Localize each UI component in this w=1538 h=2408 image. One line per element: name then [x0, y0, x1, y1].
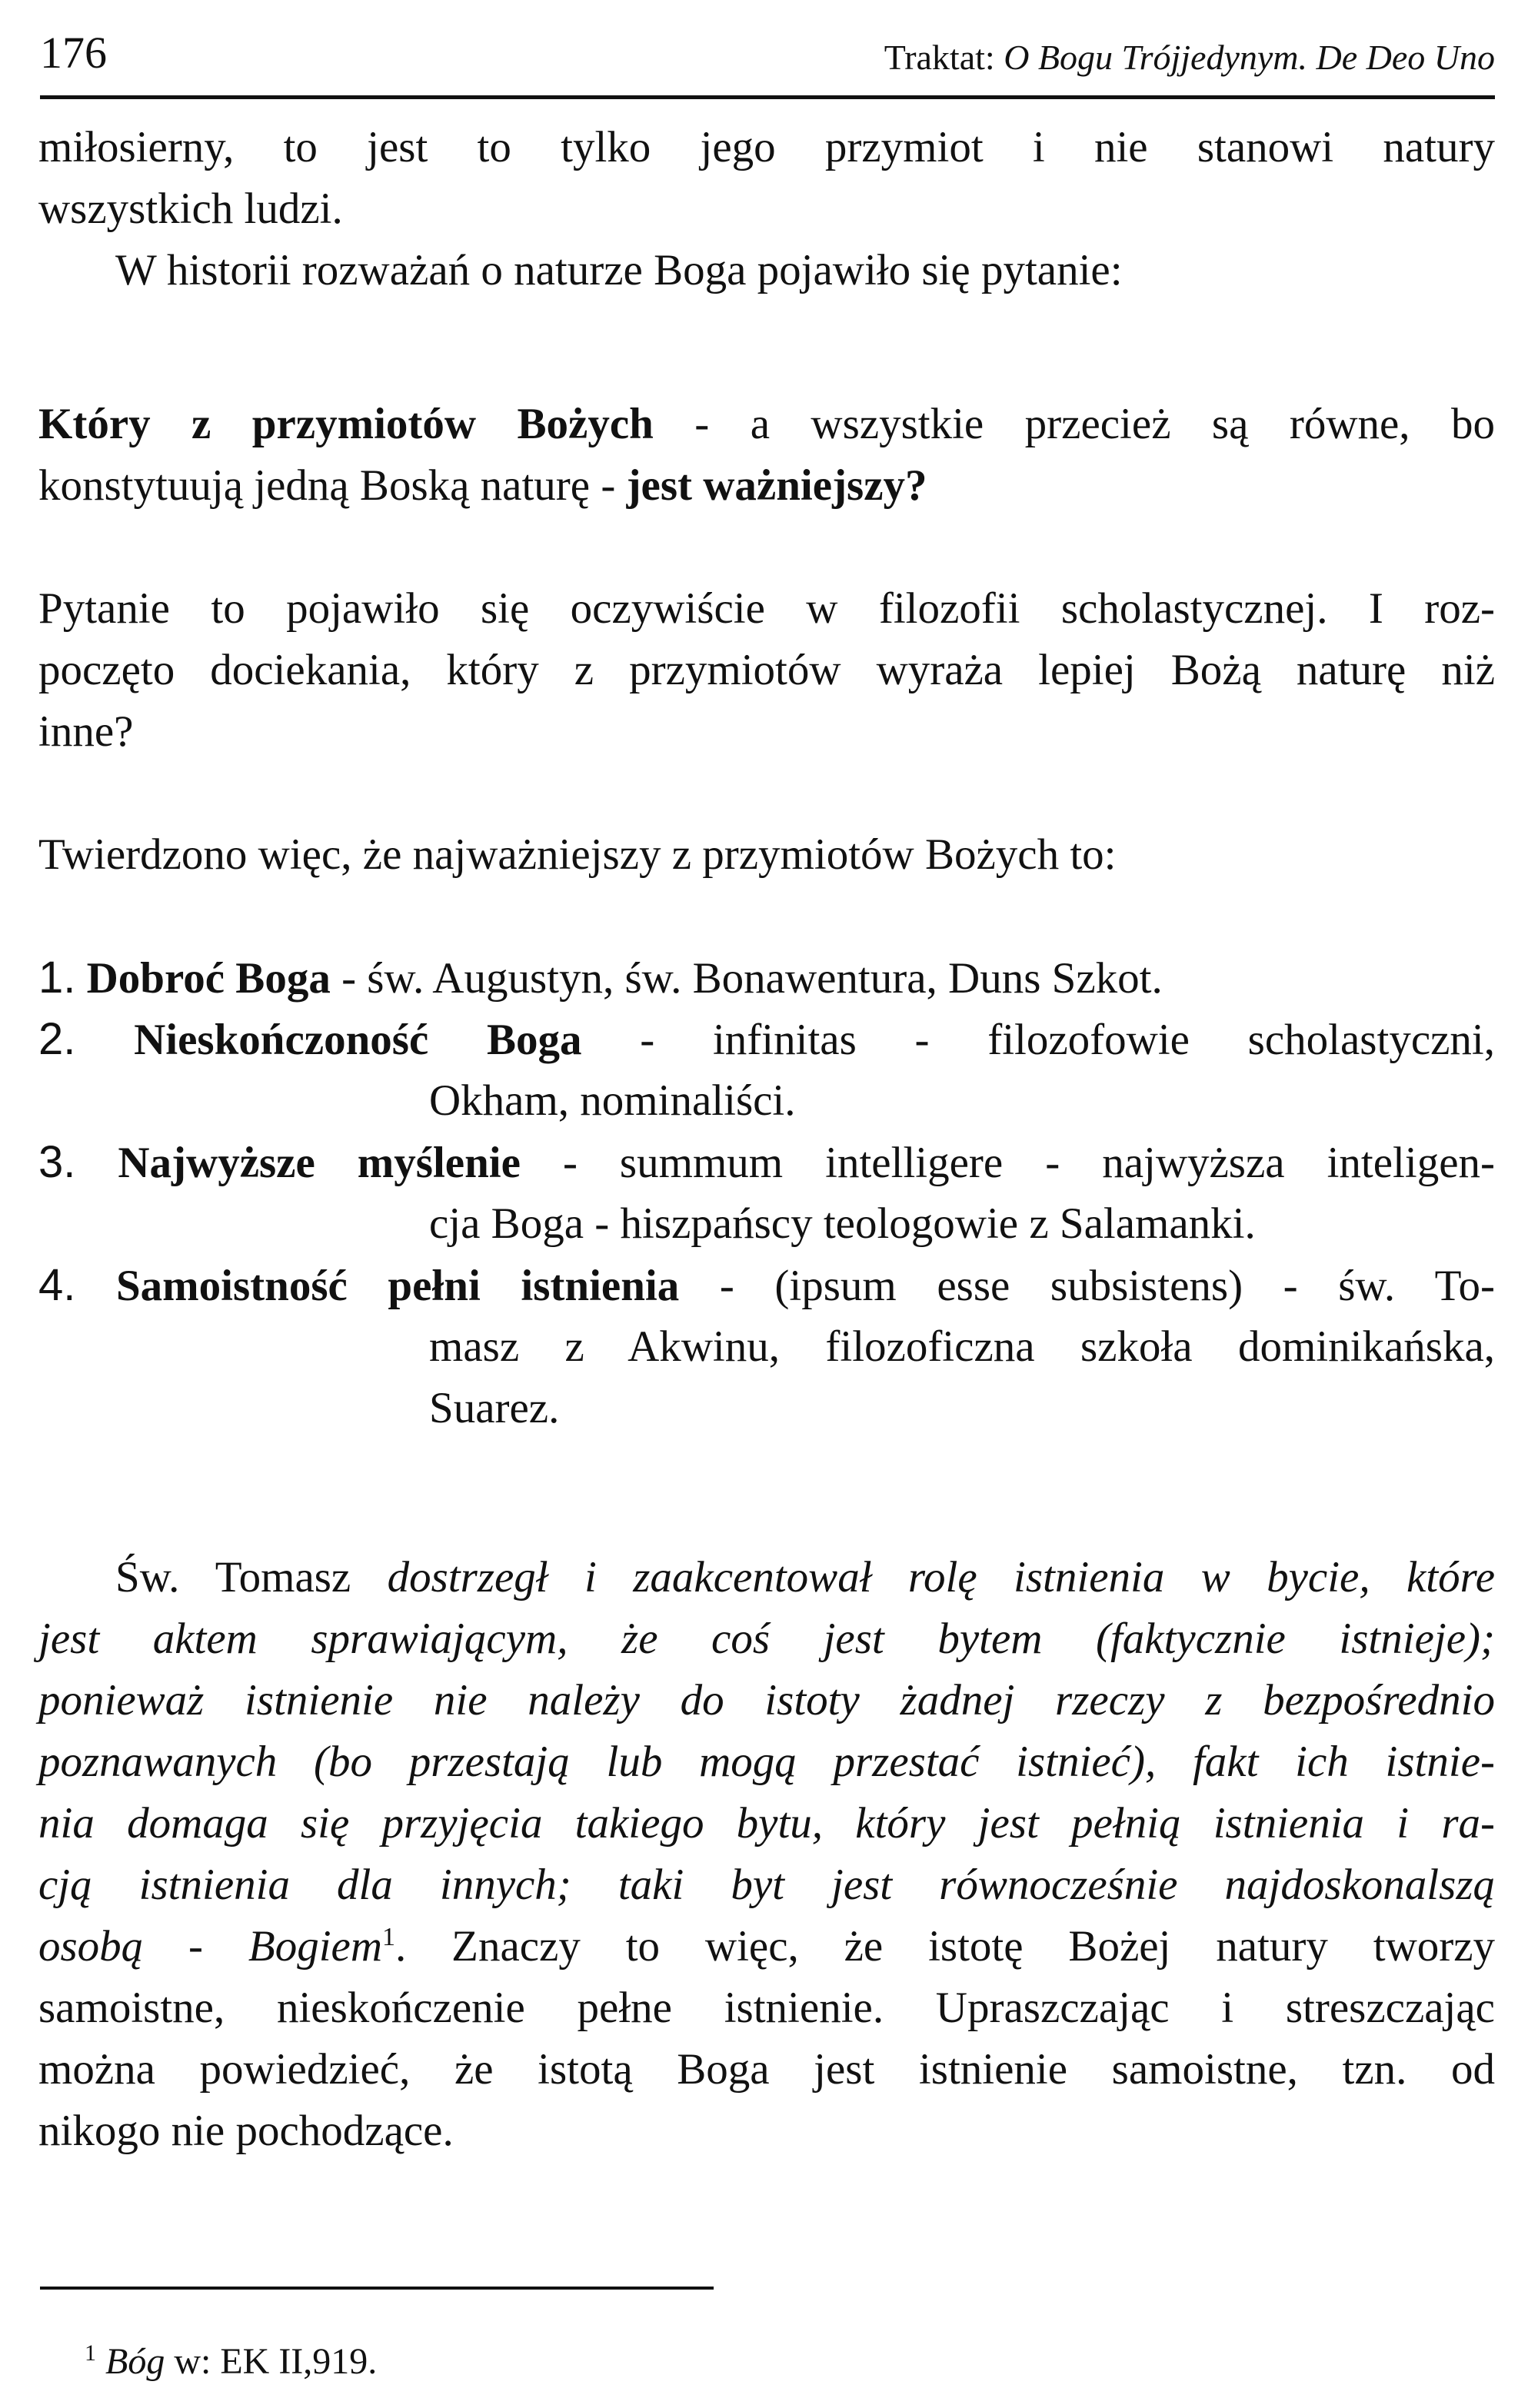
- footnote-italic: Bóg: [105, 2341, 165, 2382]
- text-line: nia domaga się przyjęcia takiego bytu, który jest pełnią istnienia i ra-: [38, 1799, 1495, 1848]
- text-line: [38, 1547, 1495, 1608]
- text-line: Pytanie to pojawiło się oczywiście w filozofii scholastycznej. I roz-: [38, 584, 1495, 633]
- footnote-reference: 1: [382, 1923, 396, 1951]
- text-run: . Znaczy to więc, że istotę Bożej natury tworzy: [395, 1922, 1496, 1971]
- list-text: - summum intelligere - najwyższa inteligen-: [520, 1139, 1496, 1187]
- text-line: cją istnienia dla innych; taki byt jest równocześnie najdoskonalszą: [38, 1861, 1495, 1909]
- list-number: 1.: [38, 953, 76, 1003]
- paragraph-scholastic: [38, 578, 1495, 763]
- paragraph-list-intro: [38, 824, 1495, 886]
- text-run: - a wszystkie przecież są równe, bo: [653, 400, 1495, 448]
- text-line: poznawanych (bo przestają lub mogą przestać istnieć), fakt ich istnie-: [38, 1738, 1495, 1786]
- list-number: 3.: [38, 1137, 76, 1187]
- running-head: [40, 26, 1495, 80]
- list-text: - św. Augustyn, św. Bonawentura, Duns Szkot.: [330, 954, 1163, 1003]
- list-item: [38, 947, 1495, 1009]
- footnote-rule: [40, 2287, 714, 2290]
- text-line: [38, 394, 1495, 455]
- text-line: nikogo nie pochodzące.: [38, 2107, 454, 2155]
- text-line: W historii rozważań o naturze Boga pojawiło się pytanie:: [115, 246, 1123, 294]
- list-text: - infinitas - filozofowie scholastyczni,: [581, 1016, 1496, 1064]
- bold-phrase: jest ważniejszy?: [626, 461, 927, 510]
- bold-phrase: Który z przymiotów Bożych: [38, 400, 654, 448]
- list-number: 2.: [38, 1014, 76, 1064]
- text-line: inne?: [38, 707, 134, 756]
- italic-run: dostrzegł i zaakcentował rolę istnienia w bycie, które: [387, 1553, 1495, 1601]
- text-line: samoistne, nieskończenie pełne istnienie. Upraszczając i streszczając: [38, 1984, 1495, 2032]
- text-line: [38, 455, 1495, 517]
- text-line: miłosierny, to jest to tylko jego przymiot i nie stanowi natury: [38, 123, 1495, 171]
- list-item: [38, 1009, 1495, 1070]
- header-rule: [40, 95, 1495, 99]
- list-term: Dobroć Boga: [86, 954, 331, 1003]
- running-title-italic: O Bogu Trójjedynym. De Deo Uno: [1004, 38, 1495, 77]
- list-term: Najwyższe myślenie: [118, 1139, 521, 1187]
- text-line: jest aktem sprawiającym, że coś jest bytem (faktycznie istnieje);: [38, 1615, 1495, 1663]
- list-item: [38, 1255, 1495, 1316]
- text-line: wszystkich ludzi.: [38, 185, 343, 233]
- text-line: poczęto dociekania, który z przymiotów wyraża lepiej Bożą naturę niż: [38, 646, 1495, 694]
- footnote-text: w: EK II,919.: [165, 2341, 378, 2382]
- list-text: - (ipsum esse subsistens) - św. To-: [679, 1262, 1495, 1310]
- text-line: ponieważ istnienie nie należy do istoty żadnej rzeczy z bezpośrednio: [38, 1676, 1495, 1725]
- paragraph-intro: [38, 117, 1495, 301]
- list-continuation: Okham, nominaliści.: [429, 1076, 796, 1125]
- list-item: [38, 1132, 1495, 1193]
- text-line: można powiedzieć, że istotą Boga jest istnienie samoistne, tzn. od: [38, 2045, 1495, 2094]
- list-number: 4.: [38, 1260, 76, 1310]
- paragraph-question: [38, 394, 1495, 517]
- list-term: Samoistność pełni istnienia: [115, 1262, 680, 1310]
- text-run: Św. Tomasz: [115, 1553, 388, 1601]
- running-title: [884, 31, 1495, 85]
- footnote-marker: 1: [85, 2340, 96, 2366]
- text-line: [38, 1916, 1495, 1977]
- attributes-list: [38, 947, 1495, 1439]
- list-continuation: cja Boga - hiszpańscy teologowie z Salamanki.: [429, 1199, 1256, 1248]
- text-line: Twierdzono więc, że najważniejszy z przymiotów Bożych to:: [38, 830, 1117, 879]
- text-run: konstytuują jedną Boską naturę -: [38, 461, 627, 510]
- list-continuation: Suarez.: [429, 1384, 560, 1432]
- running-title-prefix: Traktat:: [884, 38, 1004, 77]
- footnote: [85, 2337, 377, 2386]
- italic-run: osobą - Bogiem: [38, 1922, 383, 1971]
- page-number: 176: [40, 28, 107, 78]
- paragraph-thomas: [38, 1547, 1495, 2162]
- list-term: Nieskończoność Boga: [134, 1016, 582, 1064]
- list-continuation: masz z Akwinu, filozoficzna szkoła dominikańska,: [429, 1322, 1495, 1371]
